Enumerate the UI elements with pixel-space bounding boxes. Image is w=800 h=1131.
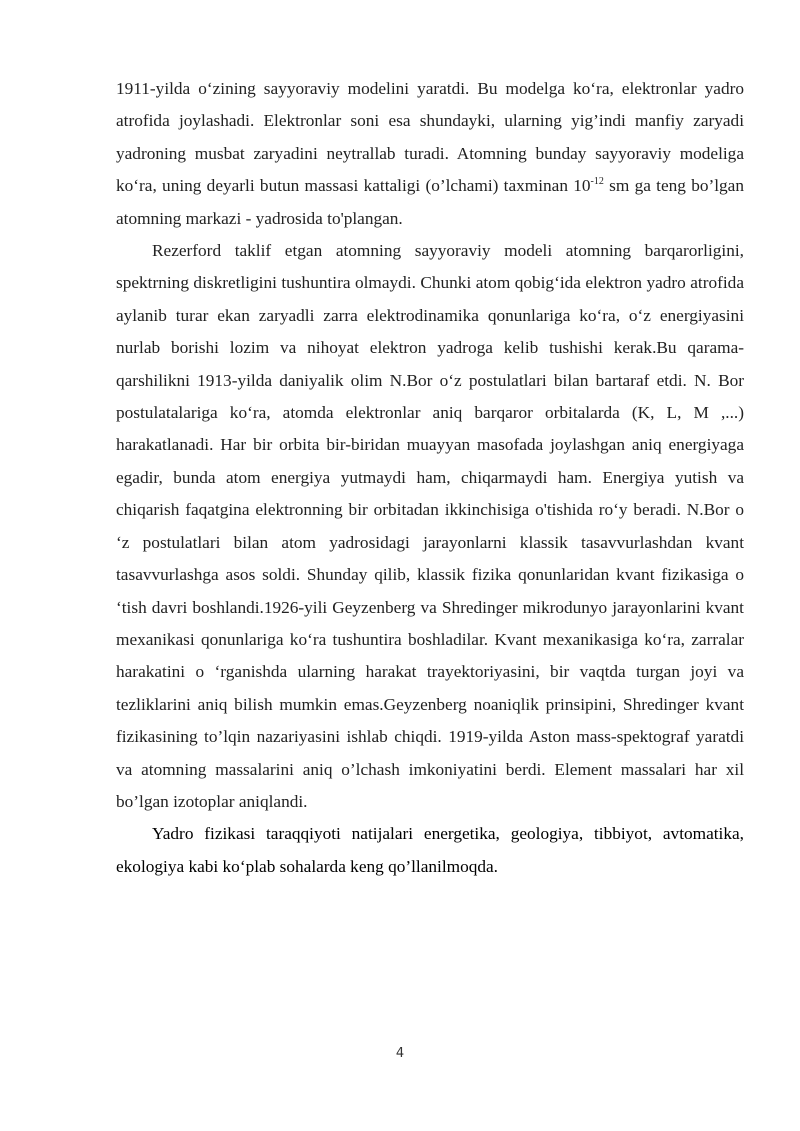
paragraph-1 (116, 73, 744, 235)
page-number: 4 (395, 1046, 405, 1061)
paragraph-2: Rezerford taklif etgan atomning sayyoraviy modeli atomning barqarorligini, spektrning diskretligini tushuntira olmaydi. Chunki atom qobig‘ida elektron yadro atrofida aylanib turar ekan zaryadli zarra elektrodinamika qonunlariga ko‘ra, o‘z energiyasini nurlab borishi lozim va nihoyat elektron yadroga kelib tushishi kerak.Bu qarama-qarshilikni 1913-yilda daniyalik olim N.Bor o‘z postulatlari bilan bartaraf etdi. N. Bor postulatalariga ko‘ra, atomda elektronlar aniq barqaror orbitalarda (K, L, M ,...) harakatlanadi. Har bir orbita bir-biridan muayyan masofada joylashgan aniq energiyaga egadir, bunda atom energiya yutmaydi ham, chiqarmaydi ham. Energiya yutish va chiqarish faqatgina elektronning bir orbitadan ikkinchisiga o'tishida ro‘y beradi. N.Bor o ‘z postulatlari bilan atom yadrosidagi jarayonlarni klassik tasavvurlashdan kvant tasavvurlashga asos soldi. Shunday qilib, klassik fizika qonunlaridan kvant fizikasiga o ‘tish davri boshlandi.1926-yili Geyzenberg va Shredinger mikrodunyo jarayonlarini kvant mexanikasi qonunlariga ko‘ra tushuntira boshladilar. Kvant mexanikasiga ko‘ra, zarralar harakatini o ‘rganishda ularning harakat trayektoriyasini, bir vaqtda turgan joyi va tezliklarini aniq bilish mumkin emas.Geyzenberg noaniqlik prinsipini, Shredinger kvant fizikasining to’lqin nazariyasini ishlab chiqdi. 1919-yilda Aston mass-spektograf yaratdi va atomning massalarini aniq o’lchash imkoniyatini berdi. Element massalari har xil bo’lgan izotoplar aniqlandi. (116, 241, 744, 811)
paragraph-1-text: 1911-yilda o‘zining sayyoraviy modelini yaratdi. Bu modelga ko‘ra, elektronlar yadro atrofida joylashadi. Elektronlar soni esa shundayki, ularning yig’indi manfiy zaryadi yadroning musbat zaryadini neytrallab turadi. Atomning bunday sayyoraviy modeliga ko‘ra, uning deyarli butun massasi kattaligi (o’lchami) taxminan 10 (116, 79, 744, 196)
exponent: -12 (590, 176, 604, 188)
body-text (116, 73, 744, 883)
paragraph-3: Yadro fizikasi taraqqiyoti natijalari energetika, geologiya, tibbiyot, avtomatika, ekologiya kabi ko‘plab sohalarda keng qo’llanilmoqda. (116, 824, 744, 876)
paragraph-1-text-end: sm ga teng bo’lgan atomning markazi - yadrosida to'plangan. (116, 176, 744, 228)
